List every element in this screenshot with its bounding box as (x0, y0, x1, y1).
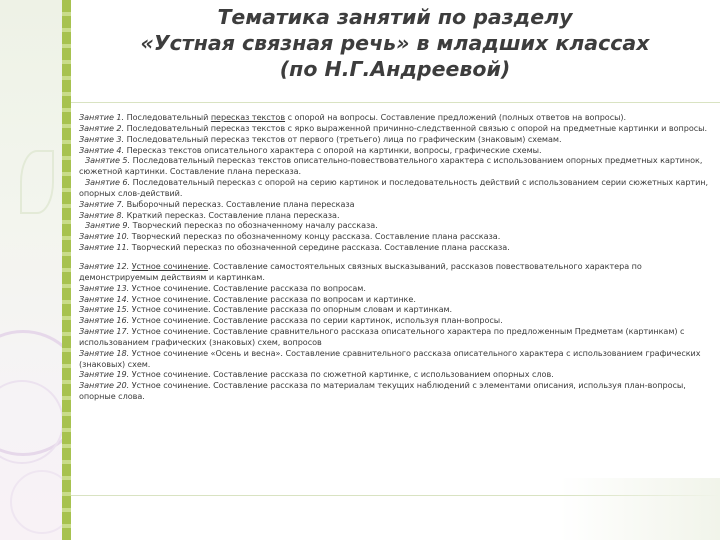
lesson-item: Занятие 2. Последовательный пересказ текстов с ярко выраженной причинно-следственной связью с опорой на предметные картинки и вопросы. (79, 122, 708, 133)
decorative-swirl (0, 380, 62, 464)
lesson-label: Занятие 6. (85, 177, 131, 188)
lesson-item: Занятие 7. Выборочный пересказ. Составление плана пересказа (79, 198, 355, 209)
lesson-label: Занятие 9. (85, 220, 131, 231)
lesson-item: Занятие 14. Устное сочинение. Составление рассказа по вопросам и картинке. (79, 293, 416, 304)
title-line-1: Тематика занятий по разделу (217, 5, 573, 29)
lesson-label: Занятие 15. (79, 304, 130, 315)
lesson-item: Занятие 19. Устное сочинение. Составление рассказа по сюжетной картинке, с использованием опорных слов. (79, 369, 554, 380)
lesson-item: Занятие 16. Устное сочинение. Составление рассказа по серии картинок, используя план-вопросы. (79, 315, 503, 326)
slide-title (70, 4, 720, 82)
lesson-label: Занятие 18. (79, 347, 130, 358)
lesson-item: Занятие 8. Краткий пересказ. Составление плана пересказа. (79, 209, 340, 220)
decorative-left-band (0, 0, 62, 540)
lesson-label: Занятие 8. (79, 209, 125, 220)
lesson-list (79, 112, 711, 402)
underlined-term: Устное сочинение (131, 260, 209, 271)
lesson-item: Занятие 10. Творческий пересказ по обозначенному концу рассказа. Составление плана рассказа. (79, 231, 501, 242)
lesson-label: Занятие 2. (79, 122, 125, 133)
lesson-item: Занятие 18. Устное сочинение «Осень и весна». Составление сравнительного рассказа описательного характера с использованием графических (знаковых) схем. (79, 347, 701, 369)
decorative-swirl (10, 470, 62, 534)
lesson-label: Занятие 11. (79, 242, 130, 253)
lesson-label: Занятие 1. (79, 112, 125, 122)
lesson-label: Занятие 12. (79, 260, 130, 271)
lesson-item: Занятие 17. Устное сочинение. Составление сравнительного рассказа описательного характера по предложенным Предметам (картинкам) с использованием графических (знаковых) схем, вопросов (79, 326, 685, 347)
lesson-label: Занятие 3. (79, 133, 125, 144)
section-gap (79, 253, 711, 261)
lesson-label: Занятие 19. (79, 369, 130, 380)
decorative-leaf (20, 150, 54, 214)
lesson-item: Занятие 1. Последовательный пересказ текстов с опорой на вопросы. Составление предложений (полных ответов на вопросы). (79, 112, 627, 122)
lesson-item: Занятие 5. Последовательный пересказ текстов описательно-повествовательного характера с использованием опорных предметных картинок, сюжетной картинки. Составление плана пересказа. (79, 155, 703, 177)
lesson-label: Занятие 5. (85, 155, 131, 166)
underlined-term: пересказ текстов (210, 112, 286, 122)
lesson-item: Занятие 12. Устное сочинение. Составление самостоятельных связных высказываний, рассказов повествовательного характера по демонстрируемым действиям и картинкам. (79, 260, 642, 282)
lesson-item: Занятие 3. Последовательный пересказ текстов от первого (третьего) лица по графическим (знаковым) схемам. (79, 133, 562, 144)
lesson-label: Занятие 10. (79, 231, 130, 242)
lesson-label: Занятие 20. (79, 380, 130, 391)
lesson-item: Занятие 9. Творческий пересказ по обозначенному началу рассказа. (79, 220, 711, 231)
lesson-item: Занятие 11. Творческий пересказ по обозначенной середине рассказа. Составление плана рассказа. (79, 242, 510, 253)
lesson-label: Занятие 4. (79, 144, 125, 155)
divider-line (71, 102, 720, 103)
lesson-item: Занятие 15. Устное сочинение. Составление рассказа по опорным словам и картинкам. (79, 304, 453, 315)
title-line-2: «Устная связная речь» в младших классах (140, 31, 650, 55)
title-line-3: (по Н.Г.Андреевой) (279, 57, 511, 81)
lesson-label: Занятие 16. (79, 315, 130, 326)
decorative-corner-shade (560, 478, 720, 540)
lesson-item: Занятие 20. Устное сочинение. Составление рассказа по материалам текущих наблюдений с элементами описания, используя план-вопросы, опорные слова. (79, 380, 686, 402)
lesson-label: Занятие 14. (79, 293, 130, 304)
lesson-item: Занятие 13. Устное сочинение. Составление рассказа по вопросам. (79, 282, 366, 293)
lesson-item: Занятие 6. Последовательный пересказ с опорой на серию картинок и последовательность действий с использованием серии сюжетных картин, опорных слов-действий. (79, 177, 709, 198)
lesson-label: Занятие 13. (79, 282, 130, 293)
lesson-label: Занятие 17. (79, 326, 130, 337)
lesson-item: Занятие 4. Пересказ текстов описательного характера с опорой на картинки, вопросы, графические схемы. (79, 144, 542, 155)
lesson-label: Занятие 7. (79, 198, 125, 209)
